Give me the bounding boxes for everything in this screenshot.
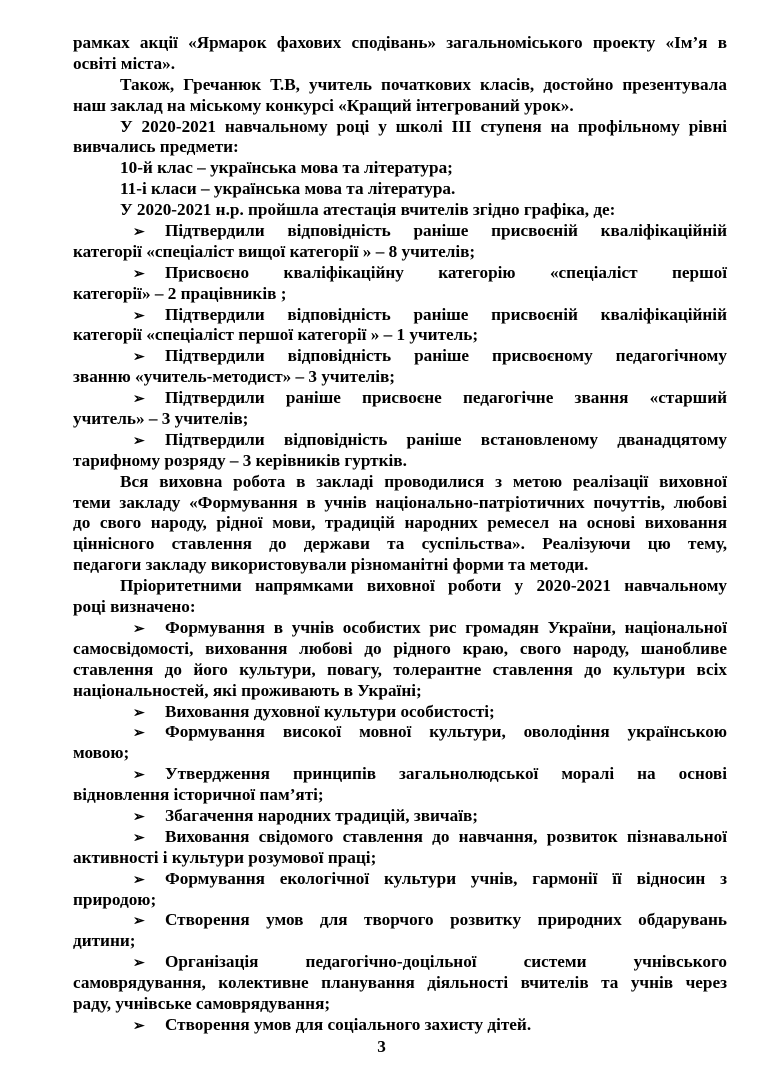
text-line: до свого народу, рідної мови, традицій народних ремесел на основі виховання <box>73 513 727 533</box>
bullet-item-line <box>73 346 727 367</box>
text-line: Пріоритетними напрямками виховної роботи у 2020-2021 навчальному <box>120 576 727 596</box>
text-line: самосвідомості, виховання любові до рідного краю, свого народу, шанобливе <box>73 638 727 658</box>
text-line: учитель» – 3 учителів; <box>73 409 249 429</box>
bullet-item-line <box>73 722 727 743</box>
document-page <box>73 33 727 1036</box>
bullet-text: Формування в учнів особистих рис громадян України, національної <box>165 617 727 637</box>
bullet-text: Підтвердили відповідність раніше присвоєній кваліфікаційній <box>165 221 727 241</box>
bullet-text: Утвердження принципів загальнолюдської моралі на основі <box>165 764 727 784</box>
text-line: активності і культури розумової праці; <box>73 847 377 867</box>
arrow-bullet-icon: ➢ <box>133 392 145 408</box>
bullet-text: Виховання духовної культури особистості; <box>165 701 495 721</box>
text-line: Також, Гречанюк Т.В, учитель початкових класів, достойно презентувала <box>120 74 727 94</box>
bullet-text: Формування екологічної культури учнів, гармонії її відносин з <box>165 868 727 888</box>
text-line: відновлення історичної пам’яті; <box>73 785 324 805</box>
text-line: дитини; <box>73 931 136 951</box>
text-line: 11-і класи – українська мова та література. <box>120 179 456 199</box>
arrow-bullet-icon: ➢ <box>133 1018 145 1034</box>
text-line: Вся виховна робота в закладі проводилися з метою реалізації виховної <box>120 471 727 491</box>
text-line: рамках акції «Ярмарок фахових сподівань» загальноміського проекту «Ім’я в <box>73 33 727 52</box>
text-line: 10-й клас – українська мова та література; <box>120 158 453 178</box>
bullet-text: Підтвердили відповідність раніше присвоєному педагогічному <box>165 346 727 366</box>
text-line: національностей, які проживають в Україні; <box>73 680 422 700</box>
arrow-bullet-icon: ➢ <box>133 872 145 888</box>
bullet-item-line <box>73 618 727 639</box>
bullet-text: Організація педагогічно-доцільної системи учнівського <box>165 952 727 972</box>
arrow-bullet-icon: ➢ <box>133 350 145 366</box>
text-line: У 2020-2021 н.р. пройшла атестація вчителів згідно графіка, де: <box>120 200 616 220</box>
arrow-bullet-icon: ➢ <box>133 705 145 721</box>
bullet-item-line <box>73 869 727 890</box>
bullet-item-line <box>73 910 727 931</box>
arrow-bullet-icon: ➢ <box>133 225 145 241</box>
text-line: теми закладу «Формування в учнів національно-патріотичних почуттів, любові <box>73 492 727 512</box>
arrow-bullet-icon: ➢ <box>133 956 145 972</box>
bullet-text: Підтвердили відповідність раніше присвоєній кваліфікаційній <box>165 304 727 324</box>
bullet-item-line <box>73 263 727 284</box>
bullet-item-line <box>73 702 727 723</box>
text-line: категорії «спеціаліст першої категорії » – 1 учитель; <box>73 325 479 345</box>
text-line: ставлення до його культури, повагу, толерантне ставлення до культури всіх <box>73 659 727 679</box>
arrow-bullet-icon: ➢ <box>133 266 145 282</box>
bullet-item-line <box>73 806 727 827</box>
arrow-bullet-icon: ➢ <box>133 830 145 846</box>
text-line: освіті міста». <box>73 53 176 73</box>
page-number: 3 <box>377 1037 386 1056</box>
bullet-item-line <box>73 952 727 973</box>
arrow-bullet-icon: ➢ <box>133 768 145 784</box>
bullet-item-line <box>73 764 727 785</box>
text-line: тарифному розряду – 3 керівників гуртків. <box>73 450 407 470</box>
text-line: наш заклад на міському конкурсі «Кращий інтегрований урок». <box>73 95 574 115</box>
text-line: самоврядування, колективне планування діяльності вчителів та учнів через <box>73 973 727 993</box>
bullet-text: Створення умов для творчого розвитку природних обдарувань <box>165 910 727 930</box>
bullet-text: Підтвердили відповідність раніше встановленому дванадцятому <box>165 429 727 449</box>
bullet-item-line <box>73 221 727 242</box>
bullet-item-line <box>73 305 727 326</box>
arrow-bullet-icon: ➢ <box>133 914 145 930</box>
text-line: званню «учитель-методист» – 3 учителів; <box>73 367 396 387</box>
bullet-item-line <box>73 827 727 848</box>
arrow-bullet-icon: ➢ <box>133 621 145 637</box>
arrow-bullet-icon: ➢ <box>133 308 145 324</box>
text-line: мовою; <box>73 743 130 763</box>
text-line: вивчались предмети: <box>73 137 239 157</box>
bullet-text: Створення умов для соціального захисту дітей. <box>165 1014 532 1034</box>
text-line: природою; <box>73 889 157 909</box>
bullet-text: Збагачення народних традицій, звичаїв; <box>165 805 478 825</box>
bullet-item-line <box>73 430 727 451</box>
text-line: ціннісного ставлення до держави та суспільства». Реалізуючи цю тему, <box>73 534 727 554</box>
bullet-text: Підтвердили раніше присвоєне педагогічне звання «старший <box>165 388 727 408</box>
bullet-text: Присвоєно кваліфікаційну категорію «спеціаліст першої <box>165 262 727 282</box>
text-line: раду, учнівське самоврядування; <box>73 993 331 1013</box>
arrow-bullet-icon: ➢ <box>133 809 145 825</box>
bullet-text: Виховання свідомого ставлення до навчання, розвиток пізнавальної <box>165 826 727 846</box>
text-line: році визначено: <box>73 597 196 617</box>
text-line: категорії» – 2 працівників ; <box>73 283 287 303</box>
bullet-item-line <box>73 1015 727 1036</box>
arrow-bullet-icon: ➢ <box>133 433 145 449</box>
text-line: педагоги закладу використовували різноманітні форми та методи. <box>73 555 589 575</box>
arrow-bullet-icon: ➢ <box>133 726 145 742</box>
text-line: У 2020-2021 навчальному році у школі ІІІ ступеня на профільному рівні <box>120 116 727 136</box>
bullet-text: Формування високої мовної культури, оволодіння українською <box>165 722 727 742</box>
bullet-item-line <box>73 388 727 409</box>
text-line: категорії «спеціаліст вищої категорії » – 8 учителів; <box>73 241 476 261</box>
